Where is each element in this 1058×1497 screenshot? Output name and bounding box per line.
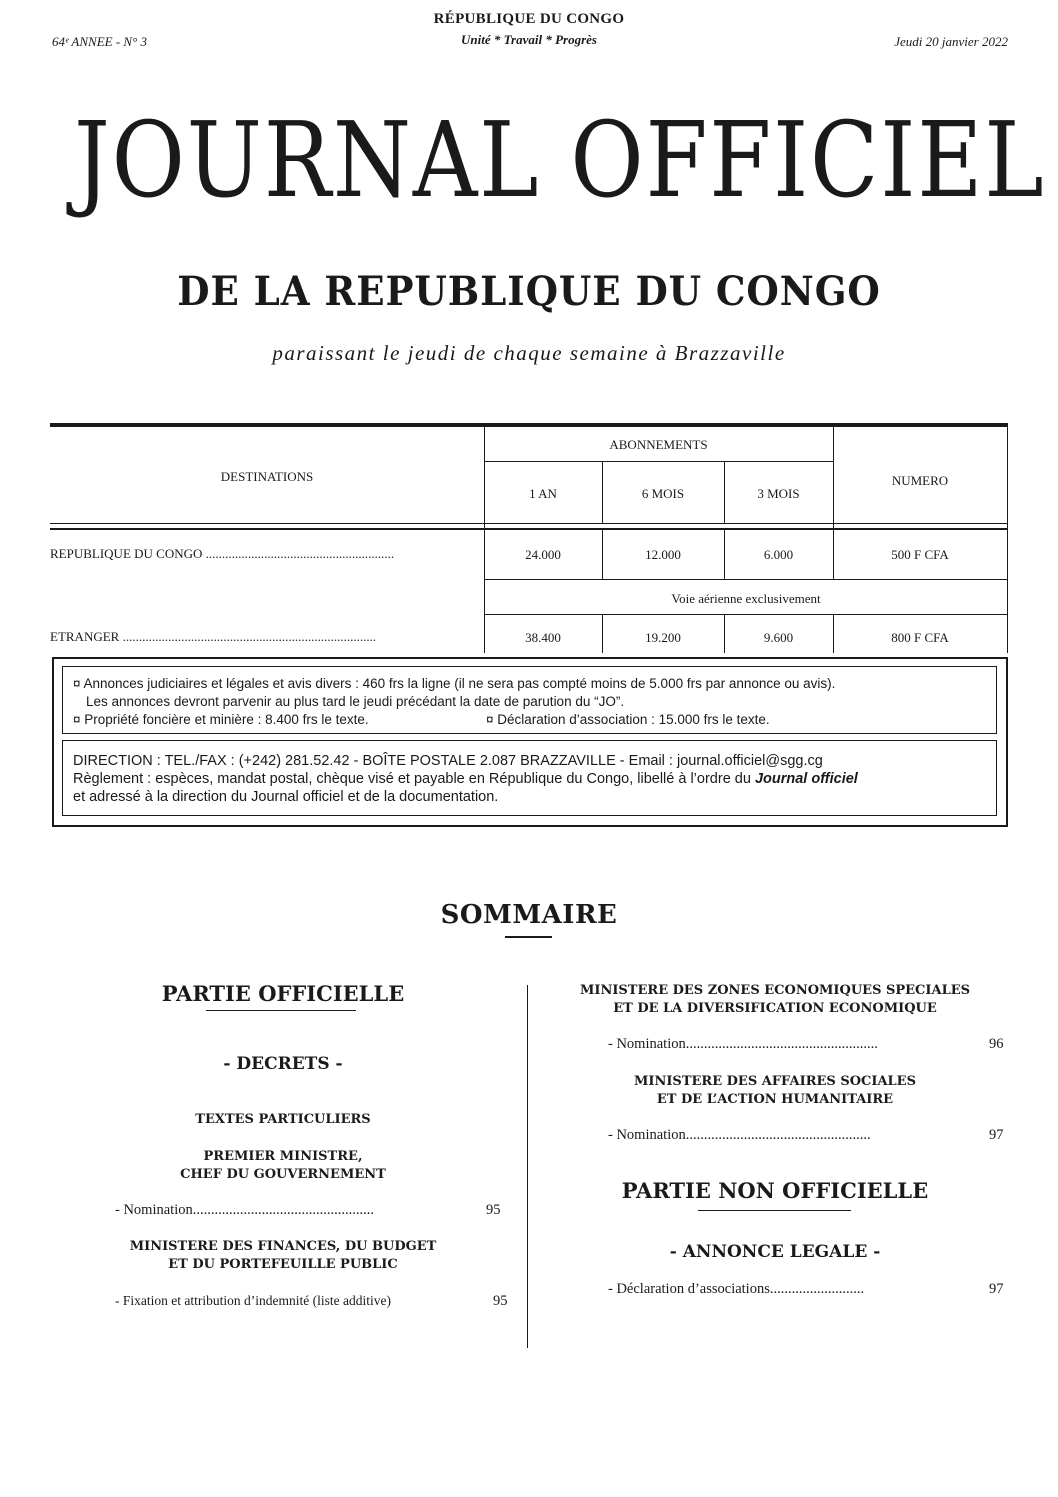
partie-officielle-heading: PARTIE OFFICIELLE	[161, 981, 405, 1006]
notice-deadline: Les annonces devront parvenir au plus tard le jeudi précédant la date de parution du “JO”.	[86, 694, 625, 709]
zes-heading-line2: ET DE LA DIVERSIFICATION ECONOMIQUE	[613, 1001, 937, 1016]
zes-heading-line1: MINISTERE DES ZONES ECONOMIQUES SPECIALES	[579, 983, 971, 998]
toc-entry-zes-nomination: - Nomination.....................................................	[608, 1036, 878, 1052]
notice-property: ¤ Propriété foncière et minière : 8.400 frs le texte.	[73, 712, 369, 727]
table-header-rule-1	[50, 523, 1008, 524]
foreign-6-months: 19.200	[645, 630, 681, 645]
period-3-months: 3 MOIS	[757, 486, 800, 501]
journal-title: JOURNAL OFFICIEL	[74, 99, 1046, 221]
row-divider	[484, 614, 1008, 615]
direction-address: et adressé à la direction du Journal officiel et de la documentation.	[73, 789, 499, 805]
congo-3-months: 6.000	[763, 547, 794, 562]
sommaire-underline	[505, 936, 552, 938]
payment-text: Règlement : espèces, mandat postal, chèque visé et payable en République du Congo, libellé à l’ordre du	[73, 771, 755, 787]
sommaire-title: SOMMAIRE	[440, 900, 618, 930]
destinations-header: DESTINATIONS	[220, 469, 314, 484]
subscriptions-header: ABONNEMENTS	[609, 437, 708, 452]
toc-entry-associations: - Déclaration d’associations..........................	[608, 1281, 865, 1297]
row-divider	[484, 579, 1008, 580]
publication-tagline: paraissant le jeudi de chaque semaine à Brazzaville	[272, 341, 786, 365]
finance-heading-line2: ET DU PORTEFEUILLE PUBLIC	[168, 1257, 398, 1272]
numero-header: NUMERO	[891, 473, 949, 488]
toc-entry-pm-nomination: - Nomination..................................................	[115, 1202, 374, 1218]
col-divider	[1007, 427, 1008, 653]
row-divider	[484, 461, 833, 462]
period-1-year: 1 AN	[529, 486, 557, 501]
direction-contact: DIRECTION : TEL./FAX : (+242) 281.52.42 - BOÎTE POSTALE 2.087 BRAZZAVILLE - Email : journal.officiel@sgg.cg	[73, 753, 823, 769]
foreign-3-months: 9.600	[763, 630, 794, 645]
pm-heading-line2: CHEF DU GOUVERNEMENT	[180, 1167, 386, 1182]
toc-page-pm-nomination: 95	[486, 1202, 501, 1218]
section-underline	[698, 1210, 851, 1211]
payee-name: Journal officiel	[754, 771, 858, 787]
social-heading-line2: ET DE L’ACTION HUMANITAIRE	[656, 1092, 894, 1107]
period-6-months: 6 MOIS	[641, 486, 685, 501]
republic-motto: Unité * Travail * Progrès	[460, 32, 597, 47]
textes-particuliers-heading: TEXTES PARTICULIERS	[195, 1112, 371, 1127]
congo-1-year: 24.000	[525, 547, 561, 562]
pm-heading-line1: PREMIER MINISTRE,	[203, 1149, 363, 1164]
direction-payment	[73, 771, 858, 788]
air-mail-note: Voie aérienne exclusivement	[671, 591, 821, 606]
toc-page-social-nomination: 97	[989, 1127, 1004, 1143]
table-top-rule	[50, 423, 1008, 427]
finance-heading-line1: MINISTERE DES FINANCES, DU BUDGET	[129, 1239, 437, 1254]
toc-page-zes-nomination: 96	[989, 1036, 1004, 1052]
congo-6-months: 12.000	[645, 547, 681, 562]
republic-name: RÉPUBLIQUE DU CONGO	[433, 11, 625, 27]
toc-entry-social-nomination: - Nomination...................................................	[608, 1127, 871, 1143]
row-label-congo: REPUBLIQUE DU CONGO ..........................................................	[50, 546, 395, 561]
row-label-foreign: ETRANGER ..............................................................................	[50, 629, 377, 644]
toc-entry-indemnity: - Fixation et attribution d’indemnité (liste additive)	[115, 1293, 391, 1308]
annonce-legale-heading: - ANNONCE LEGALE -	[669, 1242, 881, 1262]
toc-page-indemnity: 95	[493, 1293, 508, 1309]
edition-number: 64ᵉ ANNEE - N° 3	[52, 34, 148, 49]
foreign-numero: 800 F CFA	[891, 630, 949, 645]
journal-subtitle: DE LA REPUBLIQUE DU CONGO	[177, 268, 881, 315]
notice-announcements: ¤ Annonces judiciaires et légales et avis divers : 460 frs la ligne (il ne sera pas compté moins de 5.000 frs par annonce ou avis).	[73, 676, 836, 691]
issue-date: Jeudi 20 janvier 2022	[894, 34, 1008, 49]
table-header-rule-2	[50, 528, 1008, 530]
social-heading-line1: MINISTERE DES AFFAIRES SOCIALES	[634, 1074, 916, 1089]
column-divider	[527, 985, 528, 1348]
decrets-heading: - DECRETS -	[223, 1054, 343, 1074]
notice-association: ¤ Déclaration d’association : 15.000 frs le texte.	[486, 712, 770, 727]
foreign-1-year: 38.400	[525, 630, 561, 645]
toc-page-associations: 97	[989, 1281, 1004, 1297]
partie-non-officielle-heading: PARTIE NON OFFICIELLE	[621, 1178, 929, 1203]
section-underline	[206, 1010, 356, 1011]
congo-numero: 500 F CFA	[891, 547, 949, 562]
